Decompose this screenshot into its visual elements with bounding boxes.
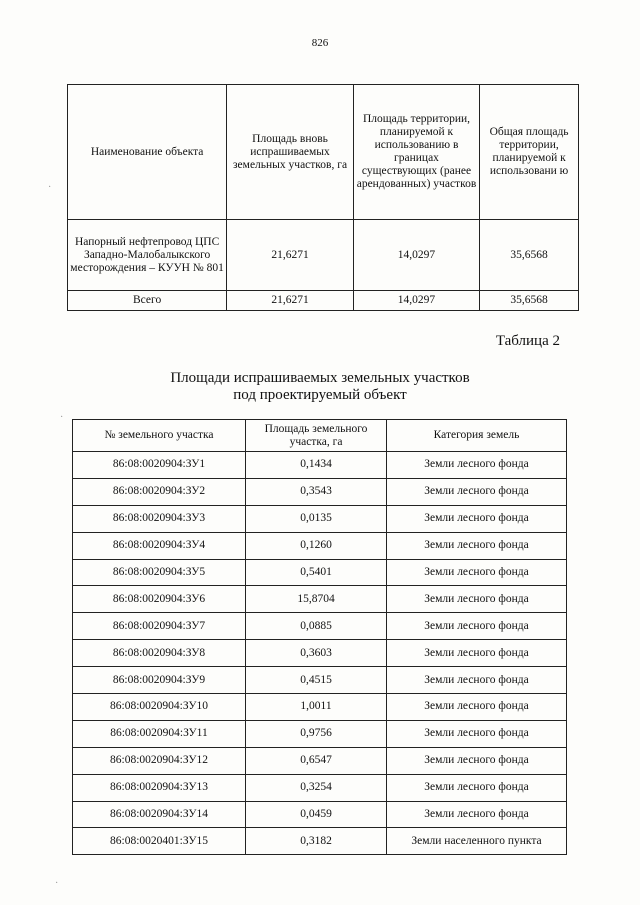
table-cell: 86:08:0020401:ЗУ15 — [73, 828, 246, 855]
table-cell: 0,6547 — [246, 747, 387, 774]
table-cell: Напорный нефтепровод ЦПС Западно-Малобалыкского месторождения – КУУН № 801 — [68, 220, 227, 291]
table-cell: 86:08:0020904:ЗУ13 — [73, 774, 246, 801]
table-cell: 86:08:0020904:ЗУ7 — [73, 613, 246, 640]
table-cell: 14,0297 — [353, 291, 479, 311]
margin-mark: · — [60, 412, 64, 423]
table-cell: Земли лесного фонда — [387, 747, 567, 774]
table-row — [73, 559, 567, 586]
table-row — [73, 532, 567, 559]
table-cell: 86:08:0020904:ЗУ5 — [73, 559, 246, 586]
table-cell: 0,3182 — [246, 828, 387, 855]
table-cell: 0,0135 — [246, 505, 387, 532]
table-header-row — [73, 420, 567, 452]
header-cell: Площадь территории, планируемой к использованию в границах существующих (ранее арендованных) участков — [353, 85, 479, 220]
table-cell: Земли лесного фонда — [387, 801, 567, 828]
table-cell: 0,1434 — [246, 452, 387, 479]
header-cell: Категория земель — [387, 420, 567, 452]
table-cell: Земли лесного фонда — [387, 452, 567, 479]
table-cell: Земли лесного фонда — [387, 774, 567, 801]
table-cell: 0,0459 — [246, 801, 387, 828]
table-row — [73, 694, 567, 721]
page-number: 826 — [311, 37, 329, 49]
table-cell: 35,6568 — [480, 220, 579, 291]
table-cell: 0,9756 — [246, 720, 387, 747]
table-row — [73, 774, 567, 801]
table-cell: 86:08:0020904:ЗУ8 — [73, 640, 246, 667]
table-cell: Земли лесного фонда — [387, 667, 567, 694]
table-cell: Земли лесного фонда — [387, 586, 567, 613]
table-cell: 21,6271 — [227, 220, 354, 291]
table-cell: 0,0885 — [246, 613, 387, 640]
table-body — [73, 452, 567, 855]
table-row — [73, 640, 567, 667]
table-cell: 0,3603 — [246, 640, 387, 667]
table-cell: Земли лесного фонда — [387, 640, 567, 667]
table-cell: 21,6271 — [227, 291, 354, 311]
margin-mark: · — [48, 182, 52, 193]
land-plots-table — [72, 419, 567, 855]
table-row — [68, 220, 579, 291]
table-cell: 86:08:0020904:ЗУ6 — [73, 586, 246, 613]
table-total-row — [68, 291, 579, 311]
section-title-line: под проектируемый объект — [233, 387, 407, 403]
table-cell: 15,8704 — [246, 586, 387, 613]
table-row — [73, 586, 567, 613]
table-row — [73, 720, 567, 747]
table-cell: 14,0297 — [353, 220, 479, 291]
table-cell: 86:08:0020904:ЗУ1 — [73, 452, 246, 479]
section-title — [0, 370, 640, 404]
table-cell: 35,6568 — [480, 291, 579, 311]
table-cell: 0,5401 — [246, 559, 387, 586]
table-cell: Земли населенного пункта — [387, 828, 567, 855]
margin-mark: · — [55, 878, 59, 889]
table-header-row — [68, 85, 579, 220]
table-cell: 0,3543 — [246, 478, 387, 505]
table-cell: Земли лесного фонда — [387, 532, 567, 559]
header-cell: Общая площадь территории, планируемой к использовани ю — [480, 85, 579, 220]
table-cell: 86:08:0020904:ЗУ10 — [73, 694, 246, 721]
table-row — [73, 505, 567, 532]
table-cell: 86:08:0020904:ЗУ9 — [73, 667, 246, 694]
table-cell: 0,1260 — [246, 532, 387, 559]
table-row — [73, 747, 567, 774]
table-cell: Земли лесного фонда — [387, 559, 567, 586]
table-cell: 86:08:0020904:ЗУ12 — [73, 747, 246, 774]
table-cell: Земли лесного фонда — [387, 694, 567, 721]
table-row — [73, 667, 567, 694]
table-row — [73, 613, 567, 640]
table-cell: 86:08:0020904:ЗУ11 — [73, 720, 246, 747]
header-cell: Площадь вновь испрашиваемых земельных участков, га — [227, 85, 354, 220]
table-cell: Земли лесного фонда — [387, 478, 567, 505]
table-cell: Земли лесного фонда — [387, 613, 567, 640]
table-cell: 1,0011 — [246, 694, 387, 721]
table-cell: Земли лесного фонда — [387, 505, 567, 532]
table-cell: 0,4515 — [246, 667, 387, 694]
table-cell: 86:08:0020904:ЗУ2 — [73, 478, 246, 505]
header-cell: Наименование объекта — [68, 85, 227, 220]
table-cell: Всего — [68, 291, 227, 311]
table-cell: 86:08:0020904:ЗУ4 — [73, 532, 246, 559]
table-caption: Таблица 2 — [495, 333, 560, 349]
table-row — [73, 828, 567, 855]
table-cell: Земли лесного фонда — [387, 720, 567, 747]
table-row — [73, 801, 567, 828]
table-cell: 0,3254 — [246, 774, 387, 801]
table-row — [73, 452, 567, 479]
section-title-line: Площади испрашиваемых земельных участков — [170, 370, 470, 386]
land-area-summary-table — [67, 84, 579, 311]
header-cell: Площадь земельного участка, га — [246, 420, 387, 452]
table-row — [73, 478, 567, 505]
table-cell: 86:08:0020904:ЗУ3 — [73, 505, 246, 532]
table-cell: 86:08:0020904:ЗУ14 — [73, 801, 246, 828]
header-cell: № земельного участка — [73, 420, 246, 452]
